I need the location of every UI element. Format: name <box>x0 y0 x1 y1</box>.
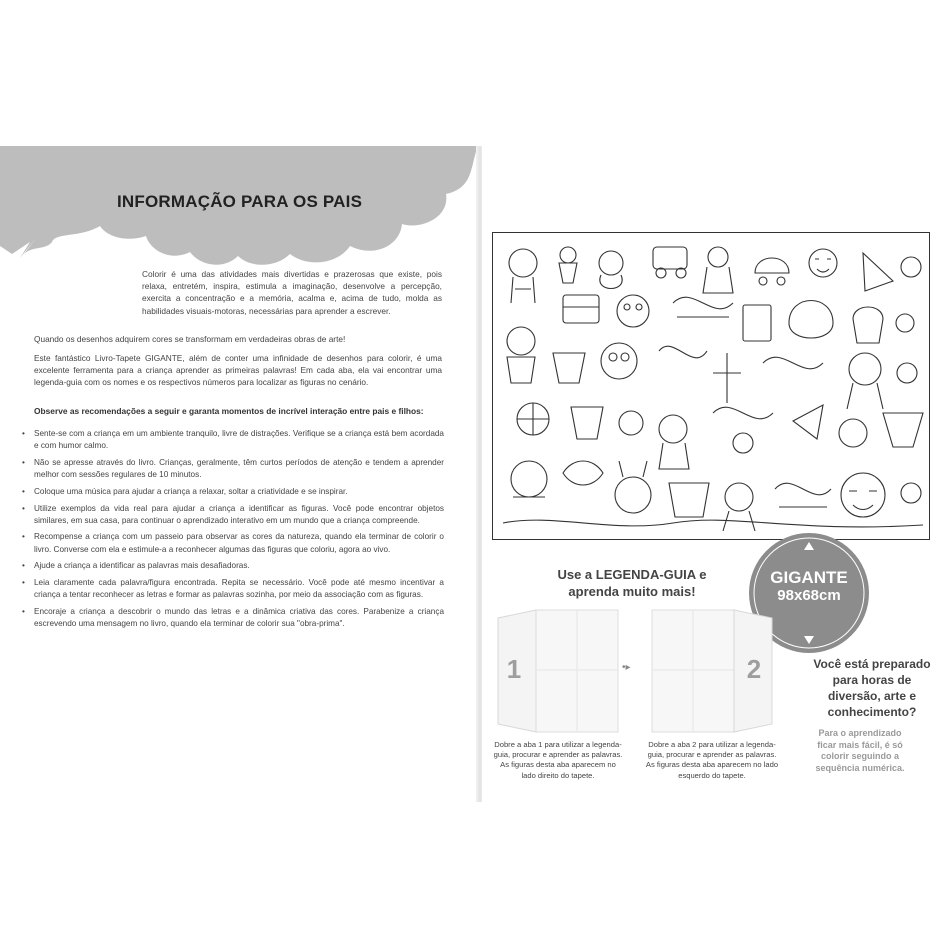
list-item: • Não se apresse através do livro. Crianças, geralmente, têm curtos períodos de atenção e tendem a aprender melhor com sessões regulares de 10 minutos. <box>20 457 444 481</box>
list-item: • Ajude a criança a identificar as palavras mais desafiadoras. <box>20 560 444 572</box>
recommendations-heading: Observe as recomendações a seguir e garanta momentos de incrível interação entre pais e filhos: <box>34 406 424 416</box>
step-2-caption: Dobre a aba 2 para utilizar a legenda-guia, procurar e aprender as palavras. As figuras desta aba aparecem no lado esquerdo do tapete. <box>645 740 779 780</box>
right-page <box>482 146 946 802</box>
fold-step-1-illustration <box>492 606 622 736</box>
page-title: INFORMAÇÃO PARA OS PAIS <box>117 192 363 211</box>
ready-question: Você está preparado para horas de diversão, arte e conhecimento? <box>813 657 931 719</box>
intro-paragraph: Colorir é uma das atividades mais divertidas e prazerosas que existe, pois relaxa, entretém, inspira, estimula a imaginação, desenvolve a percepção, exercita a concentração e a memória, acalma e, acima de tudo, molda as habilidades visuais-motoras, necessárias para aprender a escrever. <box>142 269 442 316</box>
step-2-number: 2 <box>746 654 762 684</box>
step-1-number: 1 <box>506 654 522 684</box>
list-item: • Encoraje a criança a descobrir o mundo das letras e a dinâmica criativa das cores. Parabenize a criança escrevendo uma mensagem no livro, quando ela terminar de colorir sua "obra-prima". <box>20 606 444 630</box>
art-paragraph: Quando os desenhos adquirem cores se transformam em verdadeiras obras de arte! <box>34 334 346 344</box>
arrow-icon: •▸ <box>622 662 631 673</box>
coloring-doodles <box>493 233 929 539</box>
book-spread <box>0 146 946 802</box>
step-1-caption: Dobre a aba 1 para utilizar a legenda-guia, procurar e aprender as palavras. As figuras desta aba aparecem no lado direito do tapete. <box>493 740 623 780</box>
badge-dimensions: 98x68cm <box>777 587 841 604</box>
list-item: • Sente-se com a criança em um ambiente tranquilo, livre de distrações. Verifique se a criança está bem acordada e com humor calmo. <box>20 428 444 452</box>
list-item: • Utilize exemplos da vida real para ajudar a criança a identificar as figuras. Você pode encontrar objetos similares, em sua casa, para continuar o aprendizado interativo em um mundo que a criança compreende. <box>20 503 444 527</box>
learning-tip: Para o aprendizado ficar mais fácil, é só colorir seguindo a sequência numérica. <box>815 728 905 773</box>
coloring-poster-illustration <box>492 232 930 540</box>
legend-guide-callout: Use a LEGENDA-GUIA e aprenda muito mais! <box>557 567 707 599</box>
list-item: • Coloque uma música para ajudar a criança a relaxar, soltar a criatividade e se inspirar. <box>20 486 444 498</box>
fold-step-2-illustration <box>648 606 778 736</box>
badge-title: GIGANTE <box>770 568 848 587</box>
list-item: • Recompense a criança com um passeio para observar as cores da natureza, quando ela terminar de colorir o livro. Converse com ela e estimule-a a reconhecer algumas das figuras que coloriu, agora ao vivo. <box>20 531 444 555</box>
recommendations-list <box>20 428 444 635</box>
list-item: • Leia claramente cada palavra/figura encontrada. Repita se necessário. Você pode até mesmo incentivar a criança a tentar reconhecer as letras e formar as palavras sozinha, por meio da associação com as figuras. <box>20 577 444 601</box>
book-description-paragraph: Este fantástico Livro-Tapete GIGANTE, além de conter uma infinidade de desenhos para colorir, é uma excelente ferramenta para a criança aprender as primeiras palavras! Em cada aba, ela vai encontrar uma legenda-guia com os nomes e os respectivos números para localizar as figuras no cenário. <box>34 353 442 388</box>
left-page <box>0 146 478 802</box>
